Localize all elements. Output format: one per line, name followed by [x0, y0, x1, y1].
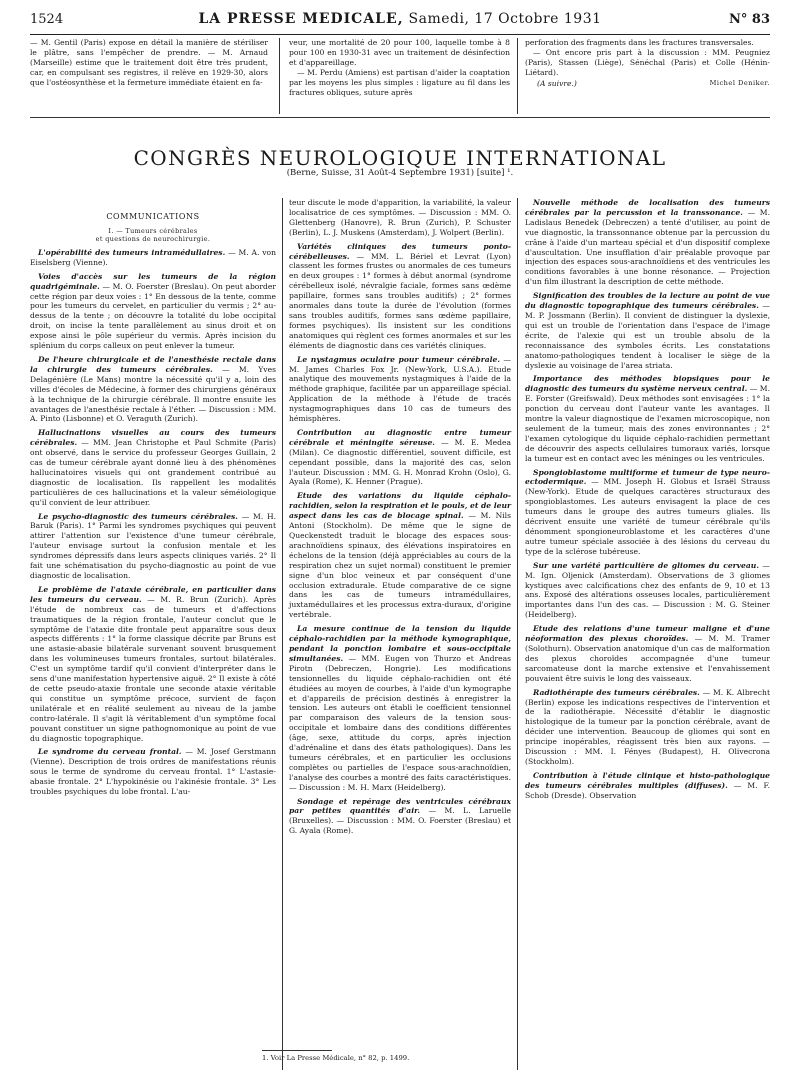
top-text-2a: veur, une mortalité de 20 pour 100, laquelle tombe à 8 pour 100 en 1930-31 avec un traitement de désinfection et d'appareillage. — [289, 38, 510, 67]
congress-title: CONGRÈS NEUROLOGIQUE INTERNATIONAL — [133, 146, 667, 170]
column-3 — [525, 198, 770, 801]
article-item: Sur une variété particulière de gliomes du cerveau. — M. Ign. Oljenick (Amsterdam). Observations de 3 gliomes kystiques avec calcifications chez des enfants de 9, 10 et 13 ans. Exposé des altérations osseuses locales, particulièrement importantes dans l'un des cas. — Discussion : M. G. Steiner (Heidelberg). — [525, 560, 770, 620]
article-item: Sondage et repérage des ventricules cérébraux par petites quantités d'air. — M. L. Laruelle (Bruxelles). — Discussion : MM. O. Foerster (Breslau) et G. Ayala (Rome). — [289, 796, 512, 836]
section-heading: COMMUNICATIONS — [106, 212, 200, 221]
article-item: Le problème de l'ataxie cérébrale, en particulier dans les tumeurs du cerveau. — M. R. Brun (Zurich). Après l'étude de nombreux cas de tumeurs et d'affections traumatiques de la région frontale, l'auteur conclut que le symptôme de l'ataxie dite frontale peut apparaître sous deux aspects différents : 1° la forme classique décrite par Bruns est une astasie-abasie bilatérale survenant souvent brusquement dans les volumineuses tumeurs frontales, surtout bilatérales. C'est un symptôme tardif qu'il convient d'interpréter dans le sens d'une manifestation hypertensive aiguë. 2° Il existe à côté de cette pseudo-ataxie frontale une seconde ataxie véritable qui constitue un symptôme précoce, survient de façon unilatérale et en réalité seulement au niveau de la jambe contro-latérale. Il s'agit là véritablement d'un symptôme focal pouvant constituer un signe pathognomonique au point de vue du diagnostic topographique. — [30, 584, 276, 743]
top-text-1: — M. Gentil (Paris) expose en détail la manière de stériliser le plâtre, sans l'empêcher de prendre. — M. Arnaud (Marseille) estime que le traitement doit être très prudent, car, en compulsant ses registres, il relève en 1929-30, alors que l'ostéosynthèse et la fermeture immédiate étaient en fa- — [30, 38, 268, 87]
article-item: Etude des relations d'une tumeur maligne et d'une néoformation des plexus choroïdes. — M. M. Tramer (Solothurn). Observation anatomique d'un cas de malformation des plexus choroïdes accompagnée d'une tumeur sarcomateuse dont la marche extensive et l'envahissement pouvaient être suivis le long des vaisseaux. — [525, 624, 770, 683]
column-divider — [517, 38, 518, 114]
article-item: teur discute le mode d'apparition, la variabilité, la valeur localisatrice de ces symptômes. — Discussion : MM. O. Glettenberg (Hanovre), R. Brun (Zurich), P. Schuster (Berlin), L. J. Muskens (Amsterdam), J. Wolpert (Berlin). — [289, 198, 511, 237]
column-2 — [289, 198, 511, 836]
top-column-3 — [525, 38, 770, 89]
article-item: Le syndrome du cerveau frontal. — M. Josef Gerstmann (Vienne). Description de trois ordres de manifestations réunis sous le terme de syndrome du cerveau frontal. 1° L'astasie-abasie frontale. 2° L'hypokinésie ou l'akinésie frontale. 3° Les troubles psychiques du lobe frontal. L'au- — [30, 747, 276, 797]
top-text-2b: — M. Perdu (Amiens) est partisan d'aider la coaptation par les moyens les plus simples : ligature au fil dans les fractures obliques, suture après — [289, 67, 510, 97]
article-item: Le nystagmus oculaire pour tumeur cérébrale. — M. James Charles Fox Jr. (New-York, U.S.A.). Etude analytique des mouvements nystagmiques à l'aide de la méthode graphique, facilitée par un appareillage spécial. Application de la méthode à l'étude de tracés nystagmographiques dans 10 cas de tumeurs des hémisphères. — [289, 354, 511, 424]
article-item: Voies d'accès sur les tumeurs de la région quadrigéminale. — M. O. Foerster (Breslau). On peut aborder cette région par deux voies : 1° En dessous de la tente, comme pour les tumeurs du cervelet, en particulier du vermis ; 2° au-dessus de la tente ; on découvre la totalité du lobe occipital droit, on incise la tente parallèlement au sinus droit et on expose ainsi le pôle supérieur du vermis. Après incision du splénium du corps calleux on peut enlever la tumeur. — [30, 271, 276, 351]
column-divider — [279, 38, 280, 114]
article-item: Variétés cliniques des tumeurs ponto-cérébelleuses. — MM. L. Bériel et Levrat (Lyon) classent les formes frustes ou anormales de ces tumeurs en deux groupes : 1° formes à début anormal (syndrome cérébelleux isolé, névralgie faciale, formes sans œdème papillaire, formes sans troubles auditifs) ; 2° formes anormales dans toute la durée de l'évolution (formes sans troubles auditifs, formes sans œdème papillaire, formes psychiques). Ils insistent sur les conditions anatomiques qui règlent ces formes anormales et sur les éléments de diagnostic dans ces variétés cliniques. — [289, 241, 511, 350]
a-suivre: (A suivre.) — [537, 78, 577, 88]
article-item: Contribution au diagnostic entre tumeur cérébrale et méningite séreuse. — M. E. Medea (Milan). Ce diagnostic différentiel, souvent difficile, est cependant possible, dans la majorité des cas, selon l'auteur. Discussion : MM. G. H. Monrad Krohn (Oslo), G. Ayala (Rome), K. Henner (Prague). — [289, 427, 511, 487]
column-1 — [30, 212, 276, 797]
article-item: La mesure continue de la tension du liquide céphalo-rachidien par la méthode kymographique, pendant la ponction lombaire et sous-occipitale simultanées. — MM. Eugen von Thurzo et Andreas Pirotn (Debreczen, Hongrie). Les modifications tensionnelles du liquide céphalo-rachidien ont été étudiées au moyen de courbes, à l'aide d'un kymographe et d'appareils de précision destinés à enregistrer la tension. Les auteurs ont établi le coefficient tensionnel par comparaison des valeurs de la tension sous-occipitale et lombaire dans des conditions différentes (âge, sexe, attitude du corps, après injection d'adrénaline et dans des états pathologiques). Dans les tumeurs cérébrales, et en particulier les occlusions complètes ou partielles de l'espace sous-arachnoïdien, l'analyse des courbes a montré des faits caractéristiques. — Discussion : M. H. Marx (Heidelberg). — [289, 624, 511, 792]
article-item: L'opérabilité des tumeurs intramédullaires. — M. A. von Eiselsberg (Vienne). — [30, 247, 276, 267]
top-text-3b: — Ont encore pris part à la discussion : MM. Peugniez (Paris), Stassen (Liège), Sénéchal (Paris) et Colle (Hénin-Liétard). — [525, 47, 770, 77]
top-column-1 — [30, 38, 268, 88]
journal-title: LA PRESSE MEDICALE, Samedi, 17 Octobre 1931 — [198, 11, 602, 27]
section-subheading: I. — Tumeurs cérébrales et questions de neurochirurgie. — [95, 226, 211, 244]
column-divider — [282, 198, 283, 1070]
article-item: Importance des méthodes biopsiques pour le diagnostic des tumeurs du système nerveux central. — M. E. Forster (Greifswald). Deux méthodes sont envisagées : 1° la ponction du cerveau dont l'auteur vante les avantages. Il montre la valeur diagnostique de l'examen microscopique, non seulement de la tumeur, mais des zones environnantes ; 2° l'examen cytologique du liquide céphalo-rachidien permettant de découvrir des aspects cellulaires tumoraux variés, lorsque la tumeur est en contact avec les méninges ou les ventricules. — [525, 374, 770, 463]
article-item: Spongioblastome multiforme et tumeur de type neuro-ectodermique. — MM. Joseph H. Globus et Israël Strauss (New-York). Etude de quelques caractères structuraux des spongioblastomes. Les auteurs envisagent la place de ces tumeurs dans le groupe des autres tumeurs gliales. Ils décrivent ensuite une variété de tumeur cérébrale qu'ils dénomment spongioneuroblastome et les caractères d'une autre tumeur spéciale associée à des lésions du cerveau du type de la sclérose tubéreuse. — [525, 467, 770, 556]
article-item: Signification des troubles de la lecture au point de vue du diagnostic topographique des tumeurs cérébrales. — M. P. Jossmann (Berlin). Il convient de distinguer la dyslexie, qui est un trouble de l'orientation dans l'espace de l'image écrite, de l'alexie qui est un trouble absolu de la reconnaissance des symboles écrits. Les constatations anatomo-pathologiques tendent à localiser le siège de la dyslexie au voisinage de l'area striata. — [525, 291, 771, 370]
article-item: Nouvelle méthode de localisation des tumeurs cérébrales par la percussion et la transsonance. — M. Ladislaus Benedek (Debreczen) a tenté d'utiliser, au point de vue diagnostic, la transsonnance obtenue par la percussion du crâne à l'aide d'un marteau spécial et d'un dispositif complexe d'auscultation. Une insufflation d'air préalable provoque par injection des espaces sous-arachnoïdiens et des ventricules les conditions favorables à une bonne résonance. — Projection d'un film illustrant la description de cette méthode. — [525, 198, 770, 287]
article-item: Hallucinations visuelles au cours des tumeurs cérébrales. — MM. Jean Christophe et Paul Schmite (Paris) ont observé, dans le service du professeur Georges Guillain, 2 cas de tumeur cérébrale ayant donné lieu à des phénomènes hallucinatoires visuels qui ont grandement contribué au diagnostic de localisation. Ils rappellent les modalités particulières de ces hallucinations et la valeur séméiologique qu'il convient de leur attribuer. — [30, 428, 276, 507]
article-item: Radiothérapie des tumeurs cérébrales. — M. K. Albrecht (Berlin) expose les indications respectives de l'intervention et de la radiothérapie. Nécessité d'établir le diagnostic histologique de la tumeur par la ponction cérébrale, avant de décider une intervention. Beaucoup de gliomes qui sont en principe inopérables, réagissent très bien aux rayons. — Discussion : MM. I. Fényes (Budapest), H. Olivecrona (Stockholm). — [525, 687, 770, 766]
running-head — [30, 8, 770, 35]
top-column-2 — [289, 38, 510, 97]
article-item: Le psycho-diagnostic des tumeurs cérébrales. — M. H. Baruk (Paris). 1° Parmi les syndromes psychiques qui peuvent attirer l'attention sur l'existence d'une tumeur cérébrale, l'auteur envisage surtout la confusion mentale et les syndromes dépressifs dans leurs aspects cliniques variés. 2° Il fait une schématisation du psycho-diagnostic au point de vue diagnostic de localisation. — [30, 511, 277, 580]
article-item: Etude des variations du liquide céphalo-rachidien, selon la respiration et le pouls, et de leur aspect dans les cas de blocage spinal. — M. Nils Antoni (Stockholm). De même que le signe de Queckenstedt traduit le blocage des espaces sous-arachnoïdiens spinaux, des élévations inspiratoires en échelons de la tension (déjà appréciables au cours de la respiration chez un sujet normal) constituent le premier signe d'un bloc veineux et par conséquent d'une occlusion extradurale. Etude comparative de ce signe dans les cas de tumeurs intramédullaires, juxtamédullaires et les processus extra-duraux, d'origine vertébrale. — [289, 491, 511, 620]
author-signature: Michel Deniker. — [709, 78, 770, 87]
section-rule — [30, 117, 770, 118]
footnote-rule — [262, 1050, 332, 1051]
top-text-3a: perforation des fragments dans les fractures transversales. — [525, 38, 754, 47]
page-number: 1524 — [30, 12, 64, 27]
issue-number: N° 83 — [729, 12, 770, 27]
column-divider — [517, 198, 518, 1070]
article-item: De l'heure chirurgicale et de l'anesthésie rectale dans la chirurgie des tumeurs cérébrales. — M. Yves Delagénière (Le Mans) montre la nécessité qu'il y a, loin des villes d'écoles de Médecine, à former des chirurgiens généraux à la technique de la chirurgie cérébrale. Il montre ensuite les avantages de l'anesthésie rectale à l'éther. — Discussion : MM. A. Pinto (Lisbonne) et O. Veraguth (Zurich). — [30, 354, 276, 424]
congress-subtitle: (Berne, Suisse, 31 Août-4 Septembre 1931) [suite] ¹. — [286, 168, 514, 178]
article-item: Contribution à l'étude clinique et histo-pathologique des tumeurs cérébrales multiples (diffuses). — M. F. Schob (Dresde). Observation — [525, 770, 770, 800]
footnote: 1. Voir La Presse Médicale, n° 82, p. 1499. — [262, 1054, 410, 1062]
